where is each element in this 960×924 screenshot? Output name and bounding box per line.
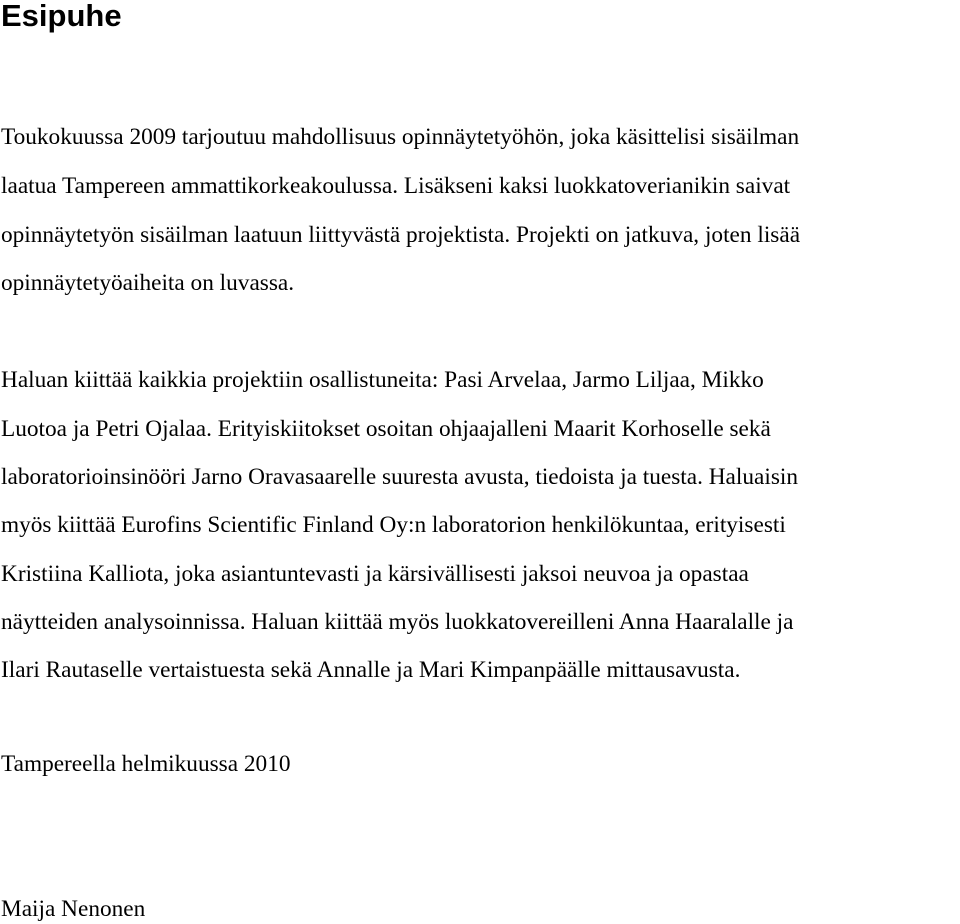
paragraph-1-line-2: laatua Tampereen ammattikorkeakoulussa. Lisäkseni kaksi luokkatoverianikin saivat <box>1 173 791 199</box>
paragraph-2-line-4: myös kiittää Eurofins Scientific Finland Oy:n laboratorion henkilökuntaa, erityisesti <box>1 512 786 538</box>
paragraph-2-line-6: näytteiden analysoinnissa. Haluan kiittää myös luokkatovereilleni Anna Haaralalle ja <box>1 609 794 635</box>
paragraph-2-line-7: Ilari Rautaselle vertaistuesta sekä Annalle ja Mari Kimpanpäälle mittausavusta. <box>1 657 741 683</box>
place-and-date: Tampereella helmikuussa 2010 <box>1 751 291 777</box>
paragraph-1-line-1: Toukokuussa 2009 tarjoutuu mahdollisuus opinnäytetyöhön, joka käsittelisi sisäilman <box>1 124 800 150</box>
page-title: Esipuhe <box>1 0 122 33</box>
paragraph-1-line-3: opinnäytetyön sisäilman laatuun liittyvästä projektista. Projekti on jatkuva, joten lisää <box>1 222 801 248</box>
paragraph-2-line-1: Haluan kiittää kaikkia projektiin osallistuneita: Pasi Arvelaa, Jarmo Liljaa, Mikko <box>1 367 764 393</box>
signature-name: Maija Nenonen <box>1 896 146 922</box>
paragraph-2-line-2: Luotoa ja Petri Ojalaa. Erityiskiitokset osoitan ohjaajalleni Maarit Korhoselle sekä <box>1 416 771 442</box>
paragraph-1-line-4: opinnäytetyöaiheita on luvassa. <box>1 270 295 296</box>
paragraph-2-line-3: laboratorioinsinööri Jarno Oravasaarelle suuresta avusta, tiedoista ja tuesta. Haluaisin <box>1 464 799 490</box>
paragraph-2-line-5: Kristiina Kalliota, joka asiantuntevasti ja kärsivällisesti jaksoi neuvoa ja opastaa <box>1 561 749 587</box>
